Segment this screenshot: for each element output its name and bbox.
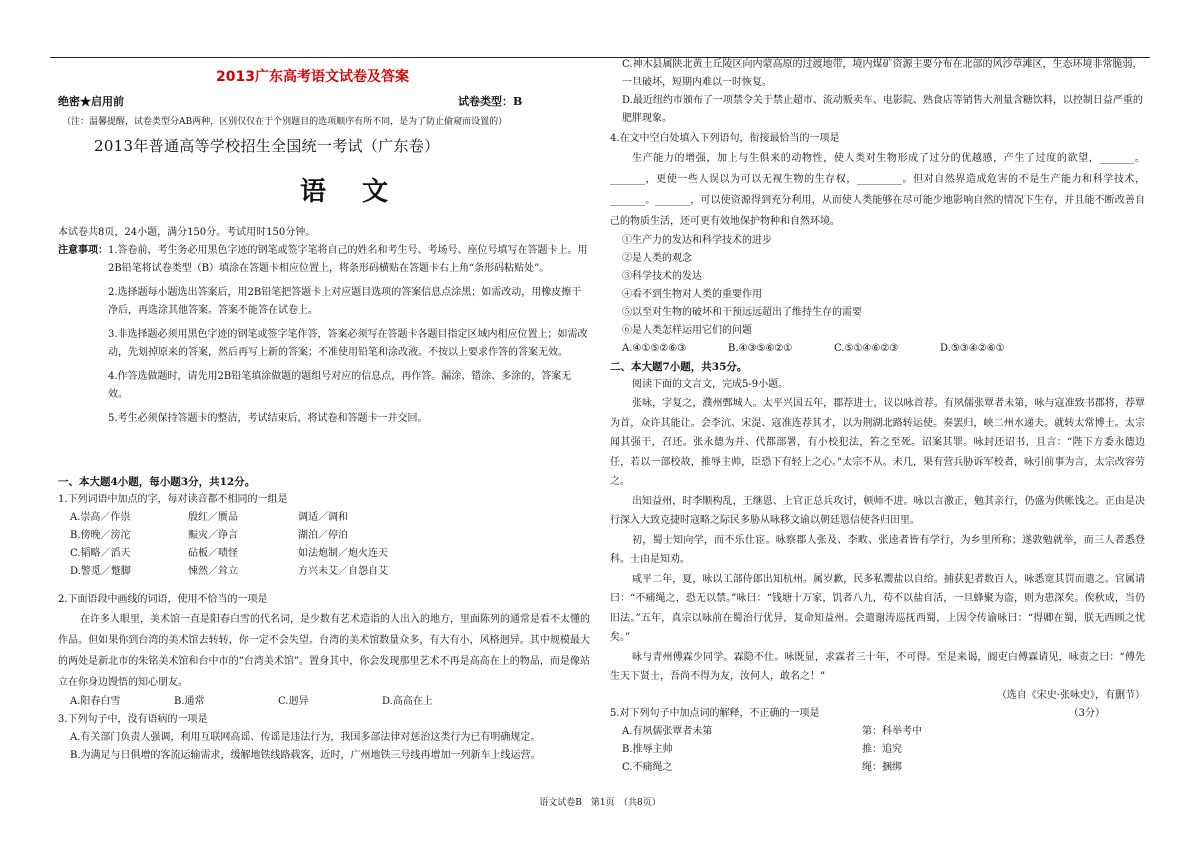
question-4-items — [610, 232, 1145, 340]
option-cell: C.韬略／滔天 — [70, 548, 131, 559]
notice-item: 5.考生必须保持答题卡的整洁，考试结束后，将试卷和答题卡一并交回。 — [108, 413, 428, 424]
exam-title: 2013年普通高等学校招生全国统一考试（广东卷） — [94, 137, 440, 155]
question-3-option: B.为满足与日俱增的客流运输需求，缓解地铁线路载客，近时，广州地铁三号线再增加一列新车上线运营。 — [70, 750, 541, 761]
option-row — [622, 723, 1145, 741]
notice-item: 2.选择题每小题选出答案后，用2B铅笔把答题卡上对应题目选项的答案信息点涂黑；如需改动，用橡皮擦干净后，再选涂其他答案。答案不能答在试卷上。 — [108, 287, 582, 316]
question-4-passage: 生产能力的增强，加上与生俱来的动物性，使人类对生物形成了过分的优越感，产生了过度的欲望，_______。_______，更使一些人误以为可以无视生物的生存权，_________。但对自然界造成危害的不是生产能力和科学技术，_______。_______，可以使资源得到充分利用，从而使人类能够在尽可能少地影响自然的情况下生存，并且能不断改善自己的物质生活，还可更有效地保护物种和自然环境。 — [610, 153, 1145, 227]
question-4-stem: 4.在文中空白处填入下列语句，衔接最恰当的一项是 — [610, 133, 840, 144]
option-row — [70, 563, 590, 581]
option-b: B.通常 — [174, 696, 205, 707]
list-item: ②是人类的观念 — [622, 253, 692, 264]
list-item: ⑤以至对生物的破坏和干预远远超出了维持生存的需要 — [622, 307, 862, 318]
page-footer: 语文试卷B 第1页 （共8页） — [539, 798, 661, 808]
question-2-options — [58, 693, 590, 711]
section-heading: 一、本大题4小题，每小题3分，共12分。 — [58, 476, 256, 488]
question-5-header — [610, 705, 1145, 723]
option-gloss: 第：科举考中 — [862, 725, 922, 737]
option-row — [622, 759, 1145, 777]
option-phrase: C.不痛绳之 — [622, 761, 673, 773]
option-gloss: 推：追究 — [862, 743, 902, 755]
type-note: （注：温馨提醒，试卷类型分AB两种，区别仅仅在于个别题目的选项顺序有所不同，是为了防止偷窥而设置的） — [62, 117, 508, 127]
list-item: ①生产力的发达和科学技术的进步 — [622, 235, 772, 246]
option-cell: 砧板／啧怪 — [188, 548, 238, 559]
classical-paragraph: 出知益州，时李顺构乱，王继恩、上官正总兵攻讨，顿师不进。咏以言激正，勉其亲行，仍盛为供帐饯之。正由是决行深入大致克捷时寇略之际民多胁从咏移文谕以朝廷恩信使各归田里。 — [610, 495, 1145, 526]
option-phrase: B.推辱主帅 — [622, 743, 673, 755]
option-c: C.迥异 — [278, 696, 309, 707]
option-cell: 赈灾／诤言 — [188, 530, 238, 541]
notice-item: 4.作答选做题时，请先用2B铅笔填涂做题的题组号对应的信息点，再作答。漏涂、错涂、多涂的，答案无效。 — [108, 371, 572, 400]
question-3-option: A.有关部门负责人强调，利用互联网高谣、传谣是违法行为，我国多部法律对惩治这类行为已有明确规定。 — [70, 732, 541, 743]
option-cell: 湖泊／停泊 — [298, 530, 348, 541]
option-cell: 殷红／赝品 — [188, 512, 238, 523]
classical-paragraph: 咏与青州傅霖少同学。霖隐不仕。咏既显，求霖者三十年，不可得。至是来谒，阍吏白傅霖请见，咏责之曰：“傅先生天下贤士，吾尚不得为友，汝何人，敢名之！” — [610, 651, 1145, 682]
notice-list — [108, 242, 590, 428]
option-cell: 悚然／耸立 — [188, 566, 238, 577]
option-a: A.④①⑤②⑥③ — [622, 343, 687, 354]
option-phrase: A.有夙儒张覃者未第 — [622, 725, 713, 737]
question-4-options — [610, 340, 1145, 358]
notice-item: 1.答卷前，考生务必用黑色字迹的钢笔或签字笔将自己的姓名和考生号、考场号、座位号填写在答题卡上。用2B铅笔将试卷类型（B）填涂在答题卡相应位置上，将条形码横贴在答题卡右上角“条形码粘贴处”。 — [108, 245, 588, 274]
classical-paragraph: 咸平二年，夏，咏以工部侍郎出知杭州。属岁歉，民多私鬻盐以自给。捕获犯者数百人，咏悉宽其罚而遣之。官属请曰：“不痛绳之，恐无以禁。”咏曰：“钱塘十万家，饥者八九，苟不以盐自活，一旦蜂聚为盗，则为患深矣。俟秋成，当仍旧法。”五年，真宗以咏前在蜀治行优异，复命知益州。会遣谢涛巡抚西蜀，上因令传谕咏曰：“得卿在蜀，朕无西顾之忧矣。” — [610, 573, 1145, 643]
subject-title: 语文 — [300, 177, 425, 207]
option-d: D.⑤③④②⑥① — [940, 343, 1005, 354]
passage-source: （选自《宋史·张咏史》，有删节） — [996, 689, 1145, 701]
question-2-passage: 在许多人眼里，美术馆一直是阳春白雪的代名词，是少数有艺术造诣的人出入的地方，里面陈列的通常是看不太懂的作品。但如果你到台湾的美术馆去转转，你一定不会失望。台湾的美术馆数量众多，有大有小，风格迥异。其中规模最大的两处是新北市的朱铭美术馆和台中市的“台湾美术馆”。置身其中，你会发现那里艺术不再是高高在上的物品，而是像站立在你身边馒悟的知心朋友。 — [58, 614, 590, 688]
right-block — [610, 56, 1145, 777]
question-1-options — [58, 509, 590, 581]
option-row — [70, 545, 590, 563]
notice-item: 3.非选择题必须用黑色字迹的钢笔或签字笔作答，答案必须写在答题卡各题目指定区域内相应位置上；如需改动，先划掉原来的答案，然后再写上新的答案；不准使用铅笔和涂改液。不按以上要求作答的答案无效。 — [108, 329, 588, 358]
option-cell: B.傍晚／滂沱 — [70, 530, 131, 541]
section-1 — [58, 473, 590, 765]
classical-paragraph: 张咏，字复之，濮州鄄城人。太平兴国五年，郡荐进士，议以咏首荐。有夙儒张覃者未第，咏与寇准致书郡将，荐覃为首，众许其能让。会李沆、宋湜、寇准连荐其才，以为荆湖北路转运使。奏罢归，峡二州水递夫。就转太常博士。太宗闻其强干，召还。张永德为并、代都部署，有小校犯法，笞之至死。诏案其罪。咏封还诏书，且言：“陛下方委永德边任，若以一部校故，推辱主帅，臣恐下有轻上之心。”太宗不从。未几，果有营兵胁诉军校者，咏引前事为言，太宗改容劳之。 — [610, 398, 1145, 487]
option-cell: 调适／调和 — [298, 512, 348, 523]
question-3-stem: 3.下列句子中，没有语病的一项是 — [58, 714, 208, 725]
question-3-option: D.最近纽约市颁布了一项禁令关于禁止超市、流动贩卖车、电影院、熟食店等销售大剂量含糖饮料，以控制日益严重的肥胖现象。 — [622, 95, 1143, 124]
notice-label: 注意事项： — [58, 245, 108, 256]
secret-label: 绝密★启用前 — [58, 95, 124, 108]
question-5-stem: 5.对下列句子中加点词的解释，不正确的一项是 — [610, 707, 820, 719]
option-c: C.⑤①④⑥②③ — [834, 343, 899, 354]
option-a: A.阳春白雪 — [70, 696, 121, 707]
option-gloss: 绳：捆绑 — [862, 761, 902, 773]
question-5-options — [610, 723, 1145, 777]
paper-type-label: 试卷类型：B — [458, 95, 523, 108]
option-cell: 方兴未艾／自怨自艾 — [298, 566, 388, 577]
notice-section — [58, 242, 590, 428]
section-heading: 二、本大题7小题，共35分。 — [610, 361, 748, 373]
list-item: ④看不到生物对人类的重要作用 — [622, 289, 762, 300]
question-2-stem: 2.下面语段中画线的词语，使用不恰当的一项是 — [58, 594, 268, 605]
intro-summary: 本试卷共8页，24小题，满分150分。考试用时150分钟。 — [58, 227, 316, 238]
page-title: 2013广东高考语文试卷及答案 — [216, 69, 409, 85]
list-item: ⑥是人类怎样运用它们的问题 — [622, 325, 752, 336]
option-row — [70, 527, 590, 545]
question-5-score: （3分） — [1068, 707, 1105, 719]
intro-block — [58, 224, 590, 428]
list-item: ③科学技术的发达 — [622, 271, 702, 282]
option-cell: A.崇高／作祟 — [70, 512, 131, 523]
option-cell: 如法炮制／炮火连天 — [298, 548, 388, 559]
option-cell: D.警觅／蹩脚 — [70, 566, 131, 577]
question-1-stem: 1.下列词语中加点的字，每对读音都不相同的一组是 — [58, 494, 288, 505]
option-b: B.④③⑤⑥②① — [728, 343, 793, 354]
question-3-option: C.神木县属陕北黄土丘陵区向内蒙高原的过渡地带，境内煤矿资源主要分布在北部的风沙草滩区，生态环境非常脆弱，一旦破坏，短期内难以一时恢复。 — [622, 59, 1143, 88]
option-d: D.高高在上 — [382, 696, 433, 707]
reading-lead: 阅读下面的文言文，完成5-9小题。 — [632, 379, 789, 390]
classical-paragraph: 初，蜀士知向学，而不乐仕宦。咏察郡人张及、李畋、张逵者皆有学行，为乡里所称；遂敦勉就举，而三人者悉登科。士由是知劝。 — [610, 534, 1145, 565]
option-row — [622, 741, 1145, 759]
option-row — [70, 509, 590, 527]
